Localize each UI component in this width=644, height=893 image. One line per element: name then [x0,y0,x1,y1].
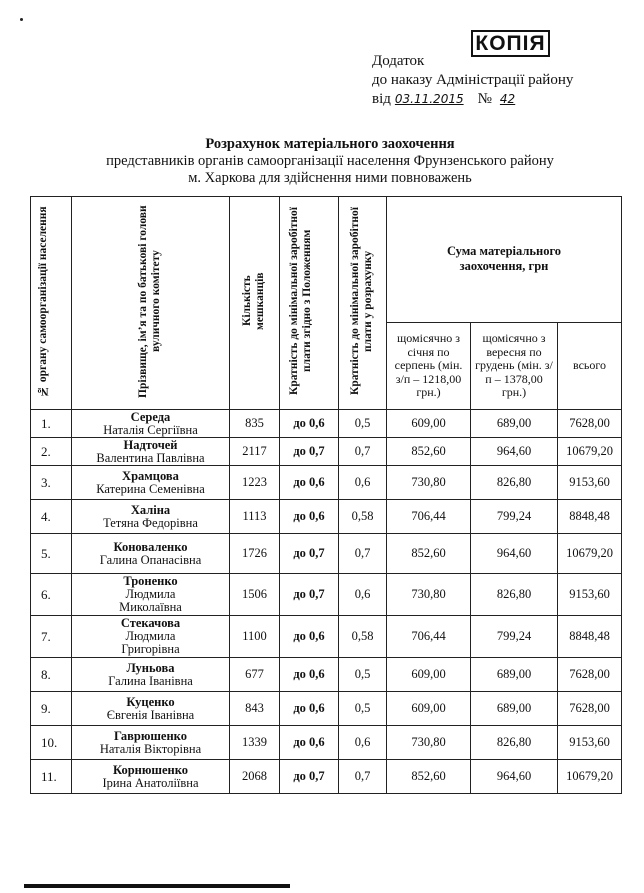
addendum-heading: Додаток [372,53,425,69]
cell-number: 11. [31,760,72,794]
person-surname: Корнюшенко [113,762,188,777]
cell-multiplier-calc: 0,7 [339,438,387,466]
table-row [31,658,622,692]
cell-sep-dec: 964,60 [471,438,558,466]
cell-name [72,726,230,760]
header-multiplier-regulation: Кратність до мінімальної заробітної плати згідно з Положенням [280,197,339,410]
table-row [31,760,622,794]
person-given-names: Тетяна Федорівна [103,515,198,530]
cell-multiplier-calc: 0,58 [339,500,387,534]
cell-number: 3. [31,466,72,500]
cell-name [72,692,230,726]
cell-total: 10679,20 [558,760,622,794]
header-multiplier-calc: Кратність до мінімальної заробітної плати у розрахунку [339,197,387,410]
cell-residents: 677 [230,658,280,692]
cell-residents: 1223 [230,466,280,500]
person-given-names: Наталія Сергіївна [103,422,198,437]
cell-sep-dec: 689,00 [471,410,558,438]
cell-residents: 835 [230,410,280,438]
cell-jan-aug: 706,44 [387,616,471,658]
cell-multiplier-regulation: до 0,6 [280,466,339,500]
table-row [31,438,622,466]
person-given-names: Галина Опанасівна [99,552,202,567]
cell-multiplier-calc: 0,5 [339,692,387,726]
cell-multiplier-regulation: до 0,6 [280,692,339,726]
cell-name [72,574,230,616]
header-monthly-sep-dec: щомісячно з вересня по грудень (мін. з/п – 1378,00 грн.) [471,322,558,409]
person-surname: Коноваленко [113,539,188,554]
cell-multiplier-calc: 0,58 [339,616,387,658]
cell-name [72,410,230,438]
cell-sep-dec: 826,80 [471,466,558,500]
cell-number: 8. [31,658,72,692]
cell-total: 10679,20 [558,438,622,466]
cell-jan-aug: 609,00 [387,658,471,692]
cell-total: 8848,48 [558,616,622,658]
cell-number: 2. [31,438,72,466]
table-row [31,500,622,534]
cell-total: 8848,48 [558,500,622,534]
table-row [31,726,622,760]
rewards-table [30,196,622,794]
person-surname: Стекачова [120,616,181,630]
cell-residents: 843 [230,692,280,726]
cell-jan-aug: 852,60 [387,438,471,466]
header-number: № органу самоорганізації населення [31,197,72,410]
cell-sep-dec: 826,80 [471,574,558,616]
person-surname: Луньова [126,660,175,675]
cell-number: 10. [31,726,72,760]
cell-total: 7628,00 [558,692,622,726]
cell-name [72,534,230,574]
person-given-names: Євгенія Іванівна [106,707,195,722]
cell-jan-aug: 852,60 [387,760,471,794]
cell-name [72,760,230,794]
table-row [31,692,622,726]
cell-total: 9153,60 [558,726,622,760]
cell-multiplier-regulation: до 0,6 [280,616,339,658]
cell-name [72,438,230,466]
person-given-names: Валентина Павлівна [96,450,205,465]
table-row [31,534,622,574]
cell-jan-aug: 730,80 [387,726,471,760]
cell-sep-dec: 826,80 [471,726,558,760]
cell-number: 6. [31,574,72,616]
cell-jan-aug: 706,44 [387,500,471,534]
cell-jan-aug: 609,00 [387,410,471,438]
cell-jan-aug: 730,80 [387,574,471,616]
cell-sep-dec: 689,00 [471,692,558,726]
cell-name [72,500,230,534]
title-line-2: представників органів самоорганізації населення Фрунзенського району [106,153,554,169]
cell-jan-aug: 609,00 [387,692,471,726]
person-surname: Халіна [130,502,171,517]
cell-residents: 1726 [230,534,280,574]
cell-multiplier-regulation: до 0,6 [280,726,339,760]
cell-multiplier-calc: 0,7 [339,534,387,574]
cell-residents: 2068 [230,760,280,794]
table-row [31,616,622,658]
person-surname: Куценко [126,694,175,709]
cell-number: 1. [31,410,72,438]
copy-stamp: КОПІЯ [471,30,550,57]
footer-rule [24,884,290,888]
handwritten-date: 03.11.2015 [394,92,464,106]
scan-speck [20,18,23,21]
cell-name [72,616,230,658]
cell-total: 9153,60 [558,466,622,500]
cell-number: 5. [31,534,72,574]
cell-name [72,466,230,500]
person-surname: Троненко [123,574,178,588]
header-monthly-jan-aug: щомісячно з січня по серпень (мін. з/п – 1218,00 грн.) [387,322,471,409]
date-prefix: від [372,91,391,107]
number-prefix: № [477,91,492,107]
cell-multiplier-regulation: до 0,7 [280,438,339,466]
cell-multiplier-regulation: до 0,7 [280,534,339,574]
cell-jan-aug: 730,80 [387,466,471,500]
person-given-names: Наталія Вікторівна [99,741,202,756]
cell-number: 7. [31,616,72,658]
header-sum-group: Сума матеріального заохочення, грн [387,197,622,323]
person-surname: Надточей [123,437,178,452]
person-surname: Храмцова [122,468,179,483]
person-given-names: Галина Іванівна [108,673,193,688]
cell-multiplier-calc: 0,6 [339,466,387,500]
addendum-block [372,52,573,109]
title-main: Розрахунок матеріального заохочення [205,136,455,152]
cell-multiplier-calc: 0,6 [339,726,387,760]
header-residents: Кількість мешканців [230,197,280,410]
addendum-date-line [372,90,573,109]
person-given-names: Людмила Григорівна [121,629,180,656]
person-given-names: Катерина Семенівна [96,481,205,496]
cell-residents: 1339 [230,726,280,760]
table-row [31,574,622,616]
cell-multiplier-calc: 0,5 [339,410,387,438]
cell-residents: 1113 [230,500,280,534]
person-given-names: Ірина Анатоліївна [102,775,199,790]
cell-residents: 2117 [230,438,280,466]
header-name: Прізвище, ім’я та по батькові голови вуличного комітету [72,197,230,410]
cell-multiplier-calc: 0,6 [339,574,387,616]
title-line-3: м. Харкова для здійснення ними повноважень [188,170,472,186]
cell-sep-dec: 964,60 [471,760,558,794]
cell-sep-dec: 689,00 [471,658,558,692]
cell-multiplier-regulation: до 0,6 [280,500,339,534]
cell-jan-aug: 852,60 [387,534,471,574]
cell-multiplier-regulation: до 0,6 [280,410,339,438]
cell-sep-dec: 799,24 [471,616,558,658]
cell-multiplier-calc: 0,7 [339,760,387,794]
cell-total: 10679,20 [558,534,622,574]
document-title [0,136,644,187]
handwritten-number: 42 [499,92,516,106]
addendum-order-ref: до наказу Адміністрації району [372,72,574,88]
cell-residents: 1506 [230,574,280,616]
cell-residents: 1100 [230,616,280,658]
table-row [31,466,622,500]
table-row [31,410,622,438]
cell-number: 9. [31,692,72,726]
cell-multiplier-regulation: до 0,7 [280,574,339,616]
person-surname: Середа [130,409,171,424]
cell-sep-dec: 799,24 [471,500,558,534]
cell-name [72,658,230,692]
cell-total: 9153,60 [558,574,622,616]
cell-total: 7628,00 [558,410,622,438]
cell-multiplier-calc: 0,5 [339,658,387,692]
person-given-names: Людмила Миколаївна [119,587,182,614]
cell-multiplier-regulation: до 0,6 [280,658,339,692]
table-body [31,410,622,794]
cell-sep-dec: 964,60 [471,534,558,574]
cell-total: 7628,00 [558,658,622,692]
cell-multiplier-regulation: до 0,7 [280,760,339,794]
header-total: всього [558,322,622,409]
person-surname: Гаврюшенко [114,728,187,743]
cell-number: 4. [31,500,72,534]
